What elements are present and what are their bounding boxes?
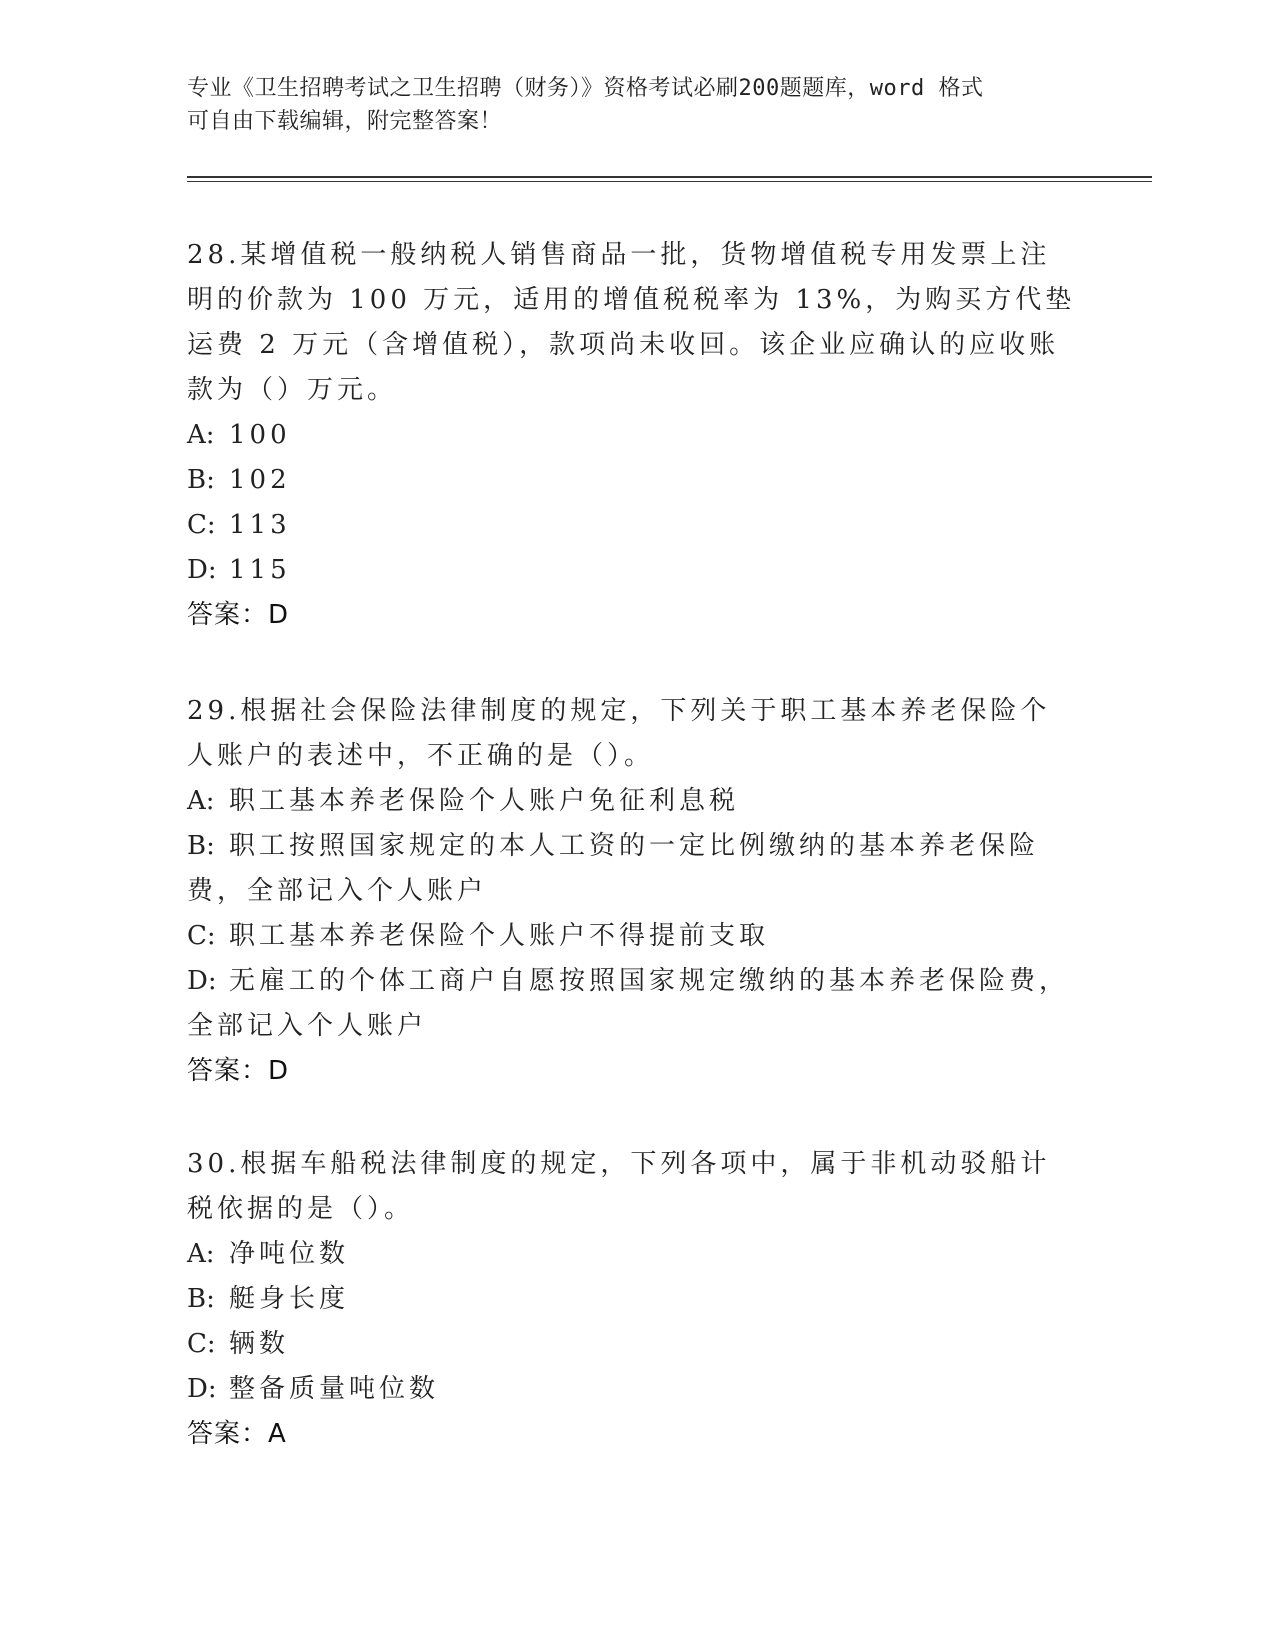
option-a bbox=[187, 1232, 1077, 1277]
option-letter: A: bbox=[187, 420, 215, 450]
option-text: 艇身长度 bbox=[229, 1284, 350, 1314]
answer-label: 答案：D bbox=[187, 1056, 290, 1086]
question-text: 30.根据车船税法律制度的规定，下列各项中，属于非机动驳船计税依据的是（）。 bbox=[187, 1149, 1051, 1224]
option-letter: A: bbox=[187, 1239, 215, 1269]
question-text: 29.根据社会保险法律制度的规定，下列关于职工基本养老保险个人账户的表述中，不正确的是（）。 bbox=[187, 696, 1051, 771]
option-letter: B: bbox=[187, 465, 215, 495]
option-text: 整备质量吨位数 bbox=[229, 1374, 440, 1404]
header-divider-thin bbox=[187, 181, 1152, 182]
option-letter: D: bbox=[187, 1374, 217, 1404]
question-28 bbox=[187, 233, 1077, 638]
option-text: 100 bbox=[229, 420, 291, 450]
option-b bbox=[187, 824, 1077, 914]
option-text: 职工按照国家规定的本人工资的一定比例缴纳的基本养老保险费，全部记入个人账户 bbox=[187, 831, 1040, 906]
header-line-1: 专业《卫生招聘考试之卫生招聘（财务）》资格考试必刷200题题库，word 格式 bbox=[187, 76, 984, 101]
option-letter: B: bbox=[187, 1284, 215, 1314]
document-header bbox=[187, 72, 1087, 138]
option-b bbox=[187, 458, 1077, 503]
option-letter: C: bbox=[187, 510, 216, 540]
option-text: 113 bbox=[229, 510, 291, 540]
option-text: 净吨位数 bbox=[229, 1239, 350, 1269]
option-c bbox=[187, 914, 1077, 959]
option-text: 115 bbox=[229, 555, 291, 585]
option-letter: D: bbox=[187, 966, 217, 996]
option-letter: C: bbox=[187, 1329, 216, 1359]
answer-label: 答案：D bbox=[187, 600, 290, 630]
option-d bbox=[187, 959, 1077, 1049]
answer-label: 答案：A bbox=[187, 1419, 287, 1449]
option-text: 无雇工的个体工商户自愿按照国家规定缴纳的基本养老保险费，全部记入个人账户 bbox=[187, 966, 1070, 1041]
option-text: 辆数 bbox=[229, 1329, 290, 1359]
option-text: 职工基本养老保险个人账户免征利息税 bbox=[229, 786, 740, 816]
option-letter: A: bbox=[187, 786, 215, 816]
option-c bbox=[187, 503, 1077, 548]
option-c bbox=[187, 1322, 1077, 1367]
option-text: 职工基本养老保险个人账户不得提前支取 bbox=[229, 921, 770, 951]
option-d bbox=[187, 1367, 1077, 1412]
option-letter: B: bbox=[187, 831, 215, 861]
header-line-2: 可自由下载编辑，附完整答案！ bbox=[187, 109, 503, 134]
question-29 bbox=[187, 689, 1077, 1094]
option-d bbox=[187, 548, 1077, 593]
option-letter: D: bbox=[187, 555, 217, 585]
question-30 bbox=[187, 1142, 1077, 1457]
option-b bbox=[187, 1277, 1077, 1322]
option-a bbox=[187, 779, 1077, 824]
option-text: 102 bbox=[229, 465, 291, 495]
option-letter: C: bbox=[187, 921, 216, 951]
question-text: 28.某增值税一般纳税人销售商品一批，货物增值税专用发票上注明的价款为 100 万元，适用的增值税税率为 13%，为购买方代垫运费 2 万元（含增值税），款项尚未收回。该企业应确认的应收账款为（）万元。 bbox=[187, 240, 1076, 405]
option-a bbox=[187, 413, 1077, 458]
header-divider-thick bbox=[187, 176, 1152, 178]
